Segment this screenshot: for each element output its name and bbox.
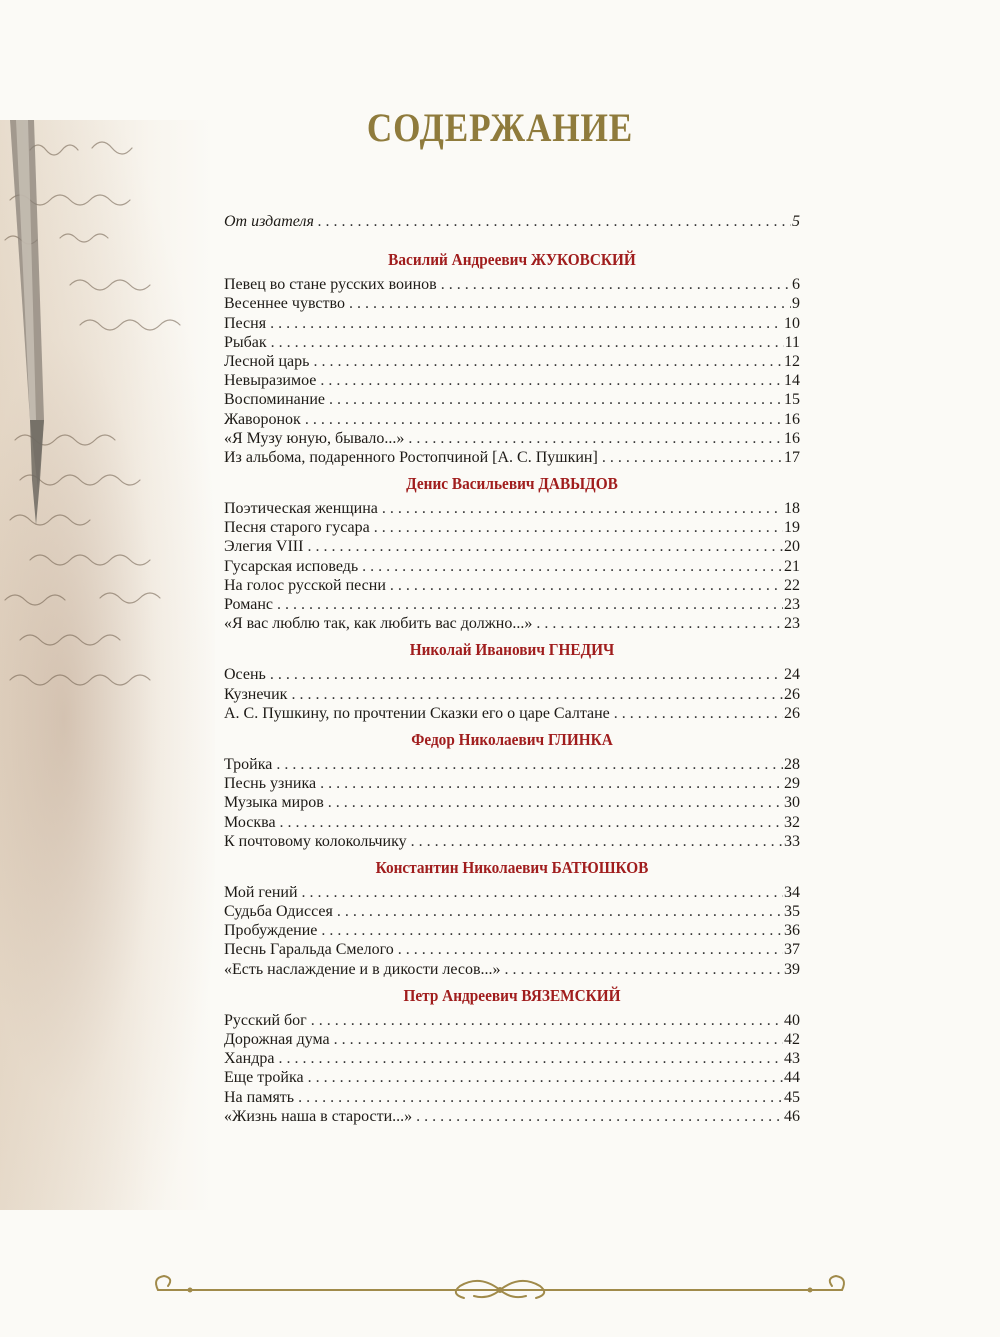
dot-leader — [441, 275, 791, 294]
dot-leader — [291, 685, 783, 704]
entry-title: Романс — [224, 596, 273, 613]
dot-leader — [349, 294, 791, 313]
dot-leader — [308, 1068, 783, 1087]
entry-title: Музыка миров — [224, 794, 324, 812]
entry-title: «Я вас люблю так, как любить вас должно...» — [224, 615, 533, 633]
dot-leader — [320, 774, 783, 793]
entry-page: 29 — [784, 775, 800, 793]
entry-page: 16 — [784, 410, 800, 428]
entry-page: 6 — [792, 276, 800, 294]
entry-title: Песня старого гусара — [224, 519, 370, 537]
dot-leader — [390, 576, 783, 595]
dot-leader — [307, 537, 783, 556]
entry-title: Поэтическая женщина — [224, 500, 378, 518]
entry-page: 32 — [784, 813, 800, 831]
toc-entry[interactable] — [224, 685, 800, 704]
table-of-contents — [224, 212, 800, 1126]
entry-title: «Я Музу юную, бывало...» — [224, 429, 405, 447]
dot-leader — [398, 940, 783, 959]
entry-title: К почтовому колокольчику — [224, 832, 407, 850]
dot-leader — [334, 1030, 783, 1049]
entry-page: 43 — [784, 1050, 800, 1068]
toc-entry[interactable] — [224, 1049, 800, 1068]
toc-entry-intro[interactable] — [224, 212, 800, 231]
entry-title: Песнь Гаральда Смелого — [224, 941, 394, 959]
entry-title: Москва — [224, 813, 276, 831]
toc-entry[interactable] — [224, 1068, 800, 1087]
toc-entry[interactable] — [224, 704, 800, 723]
dot-leader — [329, 390, 783, 409]
entry-page: 45 — [784, 1088, 800, 1106]
author-heading: Федор Николаевич ГЛИНКА — [411, 729, 613, 749]
entry-page: 23 — [784, 596, 800, 613]
entry-page: 12 — [784, 352, 800, 370]
author-heading: Денис Васильевич ДАВЫДОВ — [406, 474, 618, 494]
page-title: СОДЕРЖАНИЕ — [366, 105, 634, 150]
dot-leader — [505, 960, 783, 979]
dot-leader — [278, 1049, 783, 1068]
dot-leader — [318, 212, 791, 231]
entry-page: 23 — [784, 615, 800, 633]
entry-title: Рыбак — [224, 333, 267, 351]
entry-title: От издателя — [224, 213, 314, 230]
entry-page: 17 — [784, 448, 800, 466]
entry-page: 33 — [784, 832, 800, 850]
dot-leader — [602, 448, 783, 467]
dot-leader — [270, 314, 783, 333]
entry-page: 42 — [784, 1031, 800, 1048]
entry-title: А. С. Пушкину, по прочтении Сказки его о царе Салтане — [224, 704, 610, 722]
entry-page: 11 — [784, 333, 800, 351]
toc-entry[interactable] — [224, 518, 800, 537]
entry-page: 19 — [784, 519, 800, 537]
entry-page: 30 — [784, 794, 800, 812]
dot-leader — [614, 704, 783, 723]
entry-title: Гусарская исповедь — [224, 557, 359, 575]
toc-entry[interactable] — [224, 390, 800, 409]
toc-entry[interactable] — [224, 1107, 800, 1126]
toc-entry[interactable] — [224, 314, 800, 333]
entry-page: 26 — [784, 685, 800, 703]
entry-title: Осень — [224, 666, 266, 684]
entry-page: 21 — [784, 557, 800, 575]
author-section — [224, 473, 800, 633]
entry-title: Хандра — [224, 1050, 275, 1068]
dot-leader — [302, 883, 783, 902]
entry-page: 5 — [792, 213, 800, 230]
entry-title: Из альбома, подаренного Ростопчиной [А. С. Пушкин] — [224, 448, 598, 466]
toc-entry[interactable] — [224, 960, 800, 979]
entry-page: 28 — [784, 755, 800, 773]
dot-leader — [276, 755, 783, 774]
entry-title: Невыразимое — [224, 372, 317, 390]
dot-leader — [416, 1107, 783, 1126]
dot-leader — [337, 902, 783, 921]
toc-entry[interactable] — [224, 576, 800, 595]
dot-leader — [320, 371, 783, 390]
entry-title: Дорожная дума — [224, 1031, 330, 1048]
entry-title: На голос русской песни — [224, 576, 386, 594]
toc-entry[interactable] — [224, 793, 800, 812]
toc-entry[interactable] — [224, 333, 800, 352]
toc-entry[interactable] — [224, 371, 800, 390]
toc-entry[interactable] — [224, 774, 800, 793]
toc-entry[interactable] — [224, 429, 800, 448]
dot-leader — [411, 832, 783, 851]
entry-page: 14 — [784, 372, 800, 390]
toc-entry[interactable] — [224, 755, 800, 774]
entry-page: 34 — [784, 883, 800, 901]
entry-page: 10 — [784, 314, 800, 332]
toc-entry[interactable] — [224, 352, 800, 371]
entry-page: 39 — [784, 960, 800, 978]
dot-leader — [277, 595, 783, 614]
toc-entry[interactable] — [224, 832, 800, 851]
entry-page: 37 — [784, 941, 800, 959]
entry-page: 16 — [784, 429, 800, 447]
toc-entry[interactable] — [224, 813, 800, 832]
entry-title: Еще тройка — [224, 1069, 304, 1087]
dot-leader — [328, 793, 783, 812]
entry-page: 46 — [784, 1107, 800, 1125]
entry-title: Лесной царь — [224, 352, 310, 370]
entry-title: Элегия VIII — [224, 538, 304, 556]
author-section — [224, 249, 800, 467]
author-heading: Константин Николаевич БАТЮШКОВ — [375, 857, 649, 877]
dot-leader — [271, 333, 784, 352]
entry-page: 15 — [784, 391, 800, 409]
entry-page: 40 — [784, 1011, 800, 1029]
toc-entry[interactable] — [224, 557, 800, 576]
toc-entry[interactable] — [224, 1030, 800, 1049]
author-heading: Петр Андреевич ВЯЗЕМСКИЙ — [403, 985, 621, 1005]
dot-leader — [280, 813, 783, 832]
dot-leader — [313, 352, 783, 371]
dot-leader — [270, 665, 783, 684]
entry-page: 22 — [784, 576, 800, 594]
author-sections — [224, 249, 800, 1126]
entry-title: Весеннее чувство — [224, 295, 345, 313]
dot-leader — [408, 429, 783, 448]
entry-title: Пробуждение — [224, 922, 318, 940]
toc-entry[interactable] — [224, 883, 800, 902]
entry-title: «Жизнь наша в старости...» — [224, 1107, 413, 1125]
quill-pen-icon — [0, 120, 80, 540]
entry-page: 44 — [784, 1069, 800, 1087]
entry-title: Песня — [224, 314, 267, 332]
author-section — [224, 985, 800, 1126]
entry-page: 35 — [784, 903, 800, 921]
dot-leader — [305, 410, 783, 429]
dot-leader — [311, 1011, 783, 1030]
entry-page: 18 — [784, 500, 800, 518]
entry-page: 26 — [784, 704, 800, 722]
entry-title: Тройка — [224, 755, 273, 773]
entry-title: «Есть наслаждение и в дикости лесов...» — [224, 960, 501, 978]
author-section — [224, 639, 800, 723]
toc-entry[interactable] — [224, 1011, 800, 1030]
toc-entry[interactable] — [224, 595, 800, 614]
ornamental-flourish-divider — [150, 1270, 850, 1310]
toc-entry[interactable] — [224, 614, 800, 633]
entry-page: 20 — [784, 538, 800, 556]
entry-title: Русский бог — [224, 1011, 307, 1029]
author-section — [224, 857, 800, 979]
toc-entry[interactable] — [224, 294, 800, 313]
entry-title: Воспоминание — [224, 391, 326, 409]
entry-title: Певец во стане русских воинов — [224, 276, 437, 294]
entry-title: На память — [224, 1088, 295, 1106]
toc-entry[interactable] — [224, 410, 800, 429]
toc-entry[interactable] — [224, 940, 800, 959]
entry-title: Кузнечик — [224, 685, 288, 703]
entry-page: 36 — [784, 922, 800, 940]
entry-page: 9 — [792, 295, 800, 313]
entry-title: Судьба Одиссея — [224, 903, 333, 921]
author-heading: Василий Андреевич ЖУКОВСКИЙ — [388, 250, 636, 270]
toc-entry[interactable] — [224, 537, 800, 556]
manuscript-background-image — [0, 120, 215, 1210]
toc-entry[interactable] — [224, 665, 800, 684]
toc-entry[interactable] — [224, 921, 800, 940]
entry-title: Песнь узника — [224, 775, 317, 793]
author-heading: Николай Иванович ГНЕДИЧ — [409, 640, 615, 660]
toc-entry[interactable] — [224, 499, 800, 518]
entry-title: Мой гений — [224, 883, 298, 901]
entry-title: Жаворонок — [224, 410, 301, 428]
dot-leader — [362, 557, 783, 576]
dot-leader — [382, 499, 783, 518]
toc-entry[interactable] — [224, 275, 800, 294]
toc-entry[interactable] — [224, 448, 800, 467]
toc-entry[interactable] — [224, 1088, 800, 1107]
entry-page: 24 — [784, 666, 800, 684]
dot-leader — [374, 518, 783, 537]
dot-leader — [298, 1088, 783, 1107]
dot-leader — [321, 921, 783, 940]
toc-entry[interactable] — [224, 902, 800, 921]
dot-leader — [536, 614, 783, 633]
author-section — [224, 729, 800, 851]
